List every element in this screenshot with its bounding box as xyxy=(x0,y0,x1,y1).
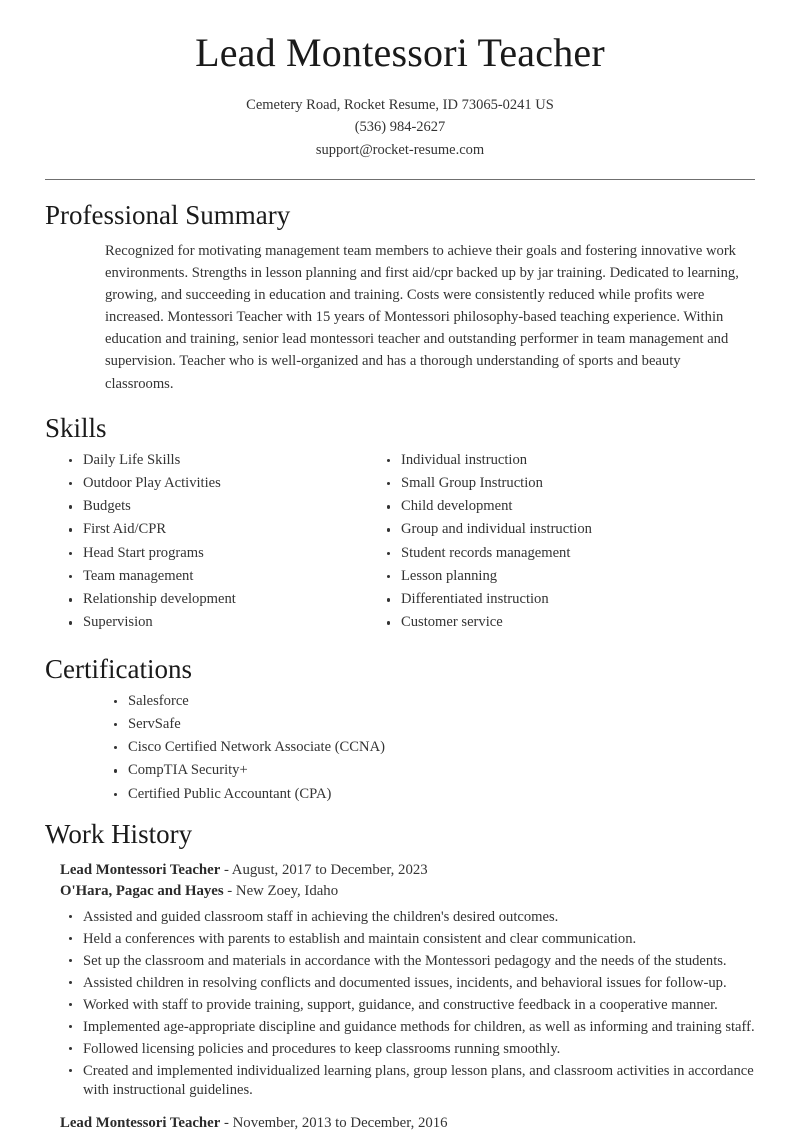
section-work-history xyxy=(0,817,800,852)
section-certifications xyxy=(0,652,800,803)
list-item: Child development xyxy=(378,498,696,515)
list-item: Outdoor Play Activities xyxy=(60,475,378,492)
list-item: Small Group Instruction xyxy=(378,475,696,492)
skills-column-left xyxy=(60,452,378,638)
job-title-line-next xyxy=(60,1113,800,1134)
list-item: Individual instruction xyxy=(378,452,696,469)
contact-email: support@rocket-resume.com xyxy=(315,141,485,158)
list-item: Set up the classroom and materials in accordance with the Montessori pedagogy and the needs of the students. xyxy=(60,952,800,971)
list-item: Held a conferences with parents to establish and maintain consistent and clear communication. xyxy=(60,930,800,949)
list-item: Created and implemented individualized learning plans, group lesson plans, and classroom activities in accordance with instructional guidelines. xyxy=(60,1062,800,1100)
list-item: Worked with staff to provide training, support, guidance, and constructive feedback in a cooperative manner. xyxy=(60,996,800,1015)
job-responsibilities xyxy=(60,908,800,1100)
section-title-skills: Skills xyxy=(45,412,107,443)
section-professional-summary xyxy=(0,198,800,394)
list-item: First Aid/CPR xyxy=(60,521,378,538)
list-item: Differentiated instruction xyxy=(378,591,696,608)
list-item: Salesforce xyxy=(105,693,755,710)
job-title: Lead Montessori Teacher xyxy=(60,861,221,878)
job-title: Lead Montessori Teacher xyxy=(60,1114,221,1131)
work-history-entry-next xyxy=(0,1113,800,1134)
list-item: Student records management xyxy=(378,545,696,562)
job-dates: - November, 2013 to December, 2016 xyxy=(220,1114,448,1131)
list-item: Cisco Certified Network Associate (CCNA) xyxy=(105,739,755,756)
list-item: Daily Life Skills xyxy=(60,452,378,469)
list-item: Customer service xyxy=(378,614,696,631)
job-title-line xyxy=(60,860,800,881)
list-item: Supervision xyxy=(60,614,378,631)
header-divider xyxy=(45,179,755,180)
list-item: Followed licensing policies and procedures to keep classrooms running smoothly. xyxy=(60,1040,800,1059)
job-location: - New Zoey, Idaho xyxy=(223,882,339,899)
skills-columns xyxy=(0,452,800,638)
job-company: O'Hara, Pagac and Hayes xyxy=(60,882,224,899)
list-item: Assisted and guided classroom staff in achieving the children's desired outcomes. xyxy=(60,908,800,927)
skills-list-left xyxy=(60,452,378,632)
list-item: Implemented age-appropriate discipline and guidance methods for children, as well as informing and training staff. xyxy=(60,1018,800,1037)
skills-list-right xyxy=(378,452,696,632)
section-title-work-history: Work History xyxy=(45,818,193,849)
list-item: Certified Public Accountant (CPA) xyxy=(105,786,755,803)
job-bullet-list xyxy=(60,908,800,1100)
summary-paragraph: Recognized for motivating management team members to achieve their goals and fostering innovative work environments. Strengths in lesson planning and first aid/cpr backed up by jar training. Dedicated to learning, growing, and succeeding in education and training. Costs were consistently reduced while profits were increased. Montessori Teacher with 15 years of Montessori philosophy-based teaching experience. Within education and training, senior lead montessori teacher and outstanding performer in team management and supervision. Teacher who is well-organized and has a thorough understanding of sports and beauty classrooms. xyxy=(105,242,739,392)
job-dates: - August, 2017 to December, 2023 xyxy=(220,861,428,878)
contact-phone: (536) 984-2627 xyxy=(354,119,446,136)
list-item: Head Start programs xyxy=(60,545,378,562)
list-item: Group and individual instruction xyxy=(378,521,696,538)
certifications-body xyxy=(45,693,755,803)
work-history-entry xyxy=(0,860,800,1100)
section-title-summary: Professional Summary xyxy=(45,200,291,231)
resume-header xyxy=(0,0,800,161)
list-item: Team management xyxy=(60,568,378,585)
contact-address: Cemetery Road, Rocket Resume, ID 73065-0241 US xyxy=(246,97,554,113)
list-item: CompTIA Security+ xyxy=(105,762,755,779)
candidate-name: Lead Montessori Teacher xyxy=(195,30,605,75)
list-item: Lesson planning xyxy=(378,568,696,585)
skills-column-right xyxy=(378,452,696,638)
summary-body xyxy=(45,240,755,395)
section-skills xyxy=(0,411,800,446)
list-item: Budgets xyxy=(60,498,378,515)
section-title-certifications: Certifications xyxy=(45,653,192,684)
job-company-line xyxy=(60,881,800,902)
list-item: ServSafe xyxy=(105,716,755,733)
certifications-list xyxy=(105,693,755,803)
list-item: Assisted children in resolving conflicts and documented issues, incidents, and behavioral issues for follow-up. xyxy=(60,974,800,993)
list-item: Relationship development xyxy=(60,591,378,608)
